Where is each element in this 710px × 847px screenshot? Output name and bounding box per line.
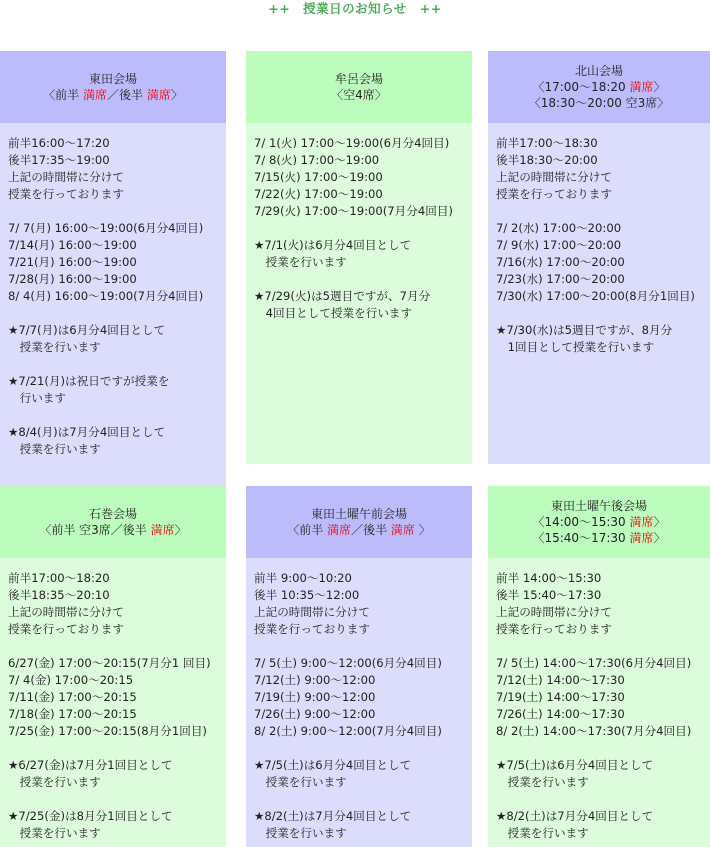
schedule-line: 7/30(水) 17:00～20:00(8月分1回目) [496, 289, 695, 303]
schedule-line: 上記の時間帯に分けて [496, 170, 612, 184]
venue-schedule [0, 123, 226, 536]
venue-header [246, 486, 472, 558]
capacity-text: ／後半 [106, 88, 147, 102]
schedule-line: 上記の時間帯に分けて [8, 170, 124, 184]
spacer [496, 305, 710, 322]
capacity-line [529, 79, 670, 95]
schedule-line: 7/ 9(水) 17:00～20:00 [496, 238, 622, 252]
schedule-line: 7/16(水) 17:00～20:00 [496, 255, 625, 269]
schedule-line: 7/22(火) 17:00～19:00 [254, 187, 383, 201]
venue-capacity [529, 79, 670, 111]
schedule-line: 後半17:35～19:00 [8, 153, 110, 167]
schedule-line: 7/19(土) 9:00～12:00 [254, 690, 376, 704]
schedule-line: 7/ 5(土) 14:00～17:30(6月分4回目) [496, 656, 692, 670]
venue-capacity [39, 522, 186, 538]
venue-header [488, 486, 710, 558]
schedule-line: 7/29(火) 17:00～19:00(7月分4回目) [254, 204, 453, 218]
venue-card-kitayama [488, 51, 710, 464]
schedule-line: 授業を行っております [8, 622, 124, 636]
schedule-line: 前半16:00～17:20 [8, 136, 110, 150]
schedule-line: 8/ 2(土) 9:00～12:00(7月分4回目) [254, 724, 442, 738]
venue-name: 牟呂会場 [334, 72, 383, 86]
schedule-line: 授業を行います [254, 255, 347, 269]
schedule-line: 授業を行います [496, 826, 589, 840]
venue-schedule [246, 123, 472, 464]
schedule-line: 8/ 2(土) 14:00～17:30(7月分4回目) [496, 724, 692, 738]
spacer [254, 220, 472, 237]
notice-line: ★8/2(土)は7月分4回目として [254, 809, 412, 823]
spacer [8, 407, 226, 424]
spacer [8, 791, 226, 808]
schedule-line: 授業を行います [254, 826, 347, 840]
spacer [254, 740, 472, 757]
schedule-line: 授業を行っております [496, 187, 612, 201]
venue-card-higashida [0, 51, 226, 536]
spacer [8, 356, 226, 373]
capacity-text: 〈17:00～18:20 [532, 80, 630, 94]
venue-header [246, 51, 472, 123]
schedule-line: 7/19(土) 14:00～17:30 [496, 690, 625, 704]
full-badge: 満席 [146, 88, 171, 102]
schedule-line: 上記の時間帯に分けて [496, 605, 612, 619]
notice-line: ★7/21(月)は祝日ですが授業を [8, 374, 170, 388]
full-badge: 満席 [629, 515, 654, 529]
venue-schedule [488, 558, 710, 847]
schedule-line: 6/27(金) 17:00～20:15(7月分1 回目) [8, 656, 211, 670]
venue-capacity [43, 87, 183, 103]
schedule-line: 授業を行います [496, 775, 589, 789]
capacity-line [532, 514, 665, 530]
capacity-text: 〈14:00～15:30 [532, 515, 630, 529]
schedule-line: 後半18:30～20:00 [496, 153, 598, 167]
venue-capacity [287, 522, 431, 538]
schedule-line: 上記の時間帯に分けて [254, 605, 370, 619]
capacity-line [287, 522, 431, 538]
schedule-line: 行います [8, 391, 66, 405]
capacity-text: 〈前半 [287, 523, 328, 537]
full-badge: 満席 [327, 523, 352, 537]
capacity-text: 〈前半 [43, 88, 83, 102]
schedule-line: 後半 10:35～12:00 [254, 588, 360, 602]
schedule-line: 後半18:35～20:10 [8, 588, 110, 602]
spacer [8, 305, 226, 322]
capacity-line [532, 530, 665, 546]
notice-line: ★8/2(土)は7月分4回目として [496, 809, 654, 823]
schedule-line: 7/25(金) 17:00～20:15(8月分1回目) [8, 724, 207, 738]
page-title: ++ 授業日のお知らせ ++ [268, 1, 442, 16]
schedule-line: 上記の時間帯に分けて [8, 605, 124, 619]
notice-line: ★7/25(金)は8月分1回目として [8, 809, 173, 823]
schedule-line: 授業を行います [8, 826, 101, 840]
capacity-line [43, 87, 183, 103]
venue-card-higashida-sat-pm [488, 486, 710, 847]
schedule-line: 1回目として授業を行います [496, 340, 655, 354]
schedule-line: 7/28(月) 16:00～19:00 [8, 272, 137, 286]
full-badge: 満席 [390, 523, 415, 537]
spacer [8, 740, 226, 757]
capacity-text: 〉 [170, 88, 183, 102]
schedule-line: 7/ 4(金) 17:00～20:15 [8, 673, 134, 687]
schedule-line: 7/12(土) 14:00～17:30 [496, 673, 625, 687]
spacer [496, 740, 710, 757]
notice-line: ★7/5(土)は6月分4回目として [254, 758, 412, 772]
schedule-line: 授業を行います [8, 775, 101, 789]
schedule-line: 前半17:00～18:20 [8, 571, 110, 585]
venue-name: 石巻会場 [88, 507, 137, 521]
notice-line: ★7/30(水)は5週目ですが、8月分 [496, 323, 673, 337]
venue-header [0, 51, 226, 123]
capacity-text: ／後半 [351, 523, 391, 537]
capacity-text: 〉 [653, 515, 666, 529]
schedule-line: 授業を行っております [496, 622, 612, 636]
schedule-line: 7/12(土) 9:00～12:00 [254, 673, 376, 687]
schedule-line: 7/14(月) 16:00～19:00 [8, 238, 137, 252]
full-badge: 満席 [629, 531, 654, 545]
schedule-line: 7/18(金) 17:00～20:15 [8, 707, 137, 721]
spacer [254, 791, 472, 808]
schedule-line: 7/23(水) 17:00～20:00 [496, 272, 625, 286]
schedule-line: 授業を行います [8, 340, 101, 354]
schedule-line: 7/ 5(土) 9:00～12:00(6月分4回目) [254, 656, 442, 670]
capacity-line [39, 522, 186, 538]
venue-schedule [0, 558, 226, 847]
venue-card-ishimaki [0, 486, 226, 847]
schedule-line: 授業を行います [254, 775, 347, 789]
venue-name: 東田土曜午後会場 [550, 499, 647, 513]
venue-capacity [532, 514, 665, 546]
venue-header [488, 51, 710, 123]
schedule-line: 授業を行っております [254, 622, 370, 636]
notice-line: ★7/1(火)は6月分4回目として [254, 238, 412, 252]
schedule-line: 7/15(火) 17:00～19:00 [254, 170, 383, 184]
schedule-line: 7/ 1(火) 17:00～19:00(6月分4回目) [254, 136, 450, 150]
venue-name: 北山会場 [574, 64, 623, 78]
capacity-text: 〈空4席〉 [331, 88, 387, 102]
spacer [254, 638, 472, 655]
schedule-line: 7/11(金) 17:00～20:15 [8, 690, 137, 704]
capacity-text: 〉 [653, 80, 666, 94]
venue-card-muro [246, 51, 472, 464]
venue-name: 東田土曜午前会場 [310, 507, 407, 521]
schedule-line: 前半 9:00～10:20 [254, 571, 352, 585]
spacer [496, 638, 710, 655]
schedule-line: 授業を行います [8, 442, 101, 456]
full-badge: 満席 [82, 88, 107, 102]
capacity-line [529, 95, 670, 111]
schedule-line: 7/21(月) 16:00～19:00 [8, 255, 137, 269]
capacity-text: 〈18:30～20:00 空3席〉 [528, 96, 670, 110]
spacer [496, 791, 710, 808]
capacity-text: 〉 [653, 531, 666, 545]
spacer [8, 638, 226, 655]
schedule-line: 7/ 2(水) 17:00～20:00 [496, 221, 622, 235]
spacer [254, 271, 472, 288]
venue-schedule [488, 123, 710, 464]
notice-line: ★6/27(金)は7月分1回目として [8, 758, 173, 772]
schedule-line: 7/ 7(月) 16:00～19:00(6月分4回目) [8, 221, 204, 235]
venue-capacity [331, 87, 387, 103]
venue-schedule [246, 558, 472, 847]
schedule-line: 7/26(土) 9:00～12:00 [254, 707, 376, 721]
schedule-line: 後半 15:40～17:30 [496, 588, 602, 602]
schedule-line: 前半 14:00～15:30 [496, 571, 602, 585]
spacer [496, 203, 710, 220]
schedule-line: 前半17:00～18:30 [496, 136, 598, 150]
schedule-line: 授業を行っております [8, 187, 124, 201]
venue-header [0, 486, 226, 558]
notice-line: ★8/4(月)は7月分4回目として [8, 425, 166, 439]
venue-name: 東田会場 [88, 72, 137, 86]
notice-line: ★7/7(月)は6月分4回目として [8, 323, 166, 337]
capacity-text: 〉 [414, 523, 431, 537]
venue-card-higashida-sat-am [246, 486, 472, 847]
capacity-text: 〈15:40～17:30 [532, 531, 630, 545]
schedule-line: 7/ 8(火) 17:00～19:00 [254, 153, 380, 167]
notice-line: ★7/5(土)は6月分4回目として [496, 758, 654, 772]
schedule-line: 8/ 4(月) 16:00～19:00(7月分4回目) [8, 289, 204, 303]
notice-line: ★7/29(火)は5週目ですが、7月分 [254, 289, 431, 303]
full-badge: 満席 [150, 523, 175, 537]
capacity-line [331, 87, 387, 103]
schedule-line: 7/26(土) 14:00～17:30 [496, 707, 625, 721]
full-badge: 満席 [629, 80, 654, 94]
schedule-line: 4回目として授業を行います [254, 306, 413, 320]
capacity-text: 〉 [174, 523, 187, 537]
capacity-text: 〈前半 空3席／後半 [39, 523, 151, 537]
spacer [8, 203, 226, 220]
